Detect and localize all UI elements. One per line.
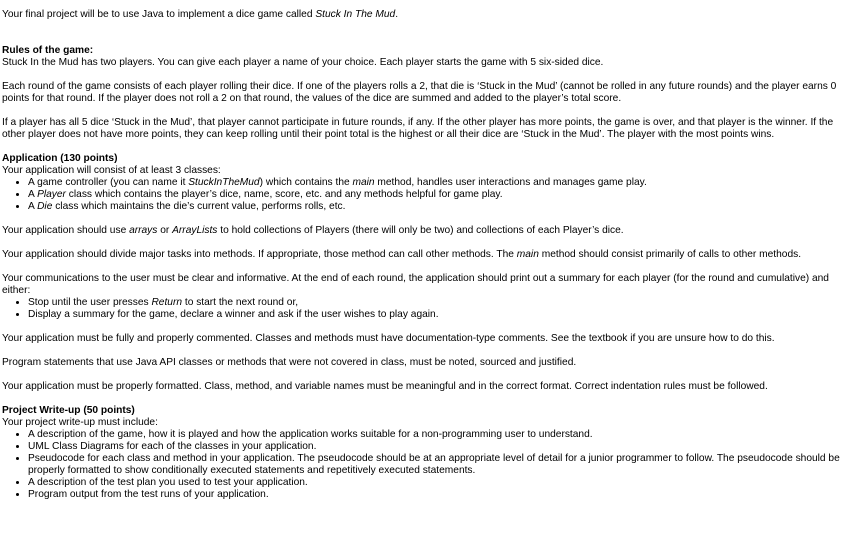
writeup-list xyxy=(2,429,848,501)
methods-paragraph: Your application should divide major tasks into methods. If appropriate, those method can call other methods. The main method should consist primarily of calls to other methods. xyxy=(2,249,802,260)
communication-paragraph: Your communications to the user must be clear and informative. At the end of each round, the application should print out a summary for each player (for the round and cumulative) and either: xyxy=(2,273,829,296)
classes-list xyxy=(2,177,848,213)
list-item: • Program output from the test runs of your application. xyxy=(28,489,848,501)
rules-paragraph-3: If a player has all 5 dice ‘Stuck in the Mud’, that player cannot participate in future rounds, if any. If the other player has more points, the game is over, and that player is the winner. If the other player does not have more points, they can keep rolling until their point total is the highest or all their dice are ‘Stuck in the Mud’. The player with the most points wins. xyxy=(2,117,834,140)
list-item: • A game controller (you can name it StuckInTheMud) which contains the main method, handles user interactions and manages game play. xyxy=(28,177,848,189)
arrays-paragraph: Your application should use arrays or ArrayLists to hold collections of Players (there will only be two) and collections of each Player’s dice. xyxy=(2,225,624,236)
game-name: Stuck In The Mud xyxy=(315,9,396,20)
list-item: • A Die class which maintains the die’s current value, performs rolls, etc. xyxy=(28,201,848,213)
list-item: • Pseudocode for each class and method in your application. The pseudocode should be at an appropriate level of detail for a junior programmer to follow. The pseudocode should be properly formatted to show conditionally executed statements and repetitively executed statements. xyxy=(28,453,848,477)
rules-paragraph-2: Each round of the game consists of each player rolling their dice. If one of the players rolls a 2, that die is ‘Stuck in the Mud’ (cannot be rolled in any future rounds) and the player earns 0 points for that round. If the player does not roll a 2 on that round, the values of the dice are summed and added to the player’s total score. xyxy=(2,81,837,104)
rules-heading: Rules of the game: xyxy=(2,45,94,56)
intro-period: . xyxy=(395,9,399,20)
rules-paragraph-1: Stuck In the Mud has two players. You can give each player a name of your choice. Each player starts the game with 5 six-sided dice. xyxy=(2,57,604,68)
formatting-paragraph: Your application must be properly formatted. Class, method, and variable names must be meaningful and in the correct format. Correct indentation rules must be followed. xyxy=(2,381,768,392)
comments-paragraph: Your application must be fully and properly commented. Classes and methods must have documentation-type comments. See the textbook if you are unsure how to do this. xyxy=(2,333,775,344)
list-item: • Display a summary for the game, declare a winner and ask if the user wishes to play again. xyxy=(28,309,848,321)
application-intro: Your application will consist of at least 3 classes: xyxy=(2,165,221,176)
list-item: • A description of the test plan you used to test your application. xyxy=(28,477,848,489)
intro-text: Your final project will be to use Java to implement a dice game called xyxy=(2,9,316,20)
application-heading: Application (130 points) xyxy=(2,153,118,164)
api-paragraph: Program statements that use Java API classes or methods that were not covered in class, must be noted, sourced and justified. xyxy=(2,357,577,368)
list-item: • UML Class Diagrams for each of the classes in your application. xyxy=(28,441,848,453)
round-options-list xyxy=(2,297,848,321)
intro-paragraph xyxy=(2,9,848,21)
list-item: • Stop until the user presses Return to start the next round or, xyxy=(28,297,848,309)
writeup-intro: Your project write-up must include: xyxy=(2,417,158,428)
list-item: • A Player class which contains the player’s dice, name, score, etc. and any methods helpful for game play. xyxy=(28,189,848,201)
list-item: • A description of the game, how it is played and how the application works suitable for a non-programming user to understand. xyxy=(28,429,848,441)
writeup-heading: Project Write-up (50 points) xyxy=(2,405,135,416)
